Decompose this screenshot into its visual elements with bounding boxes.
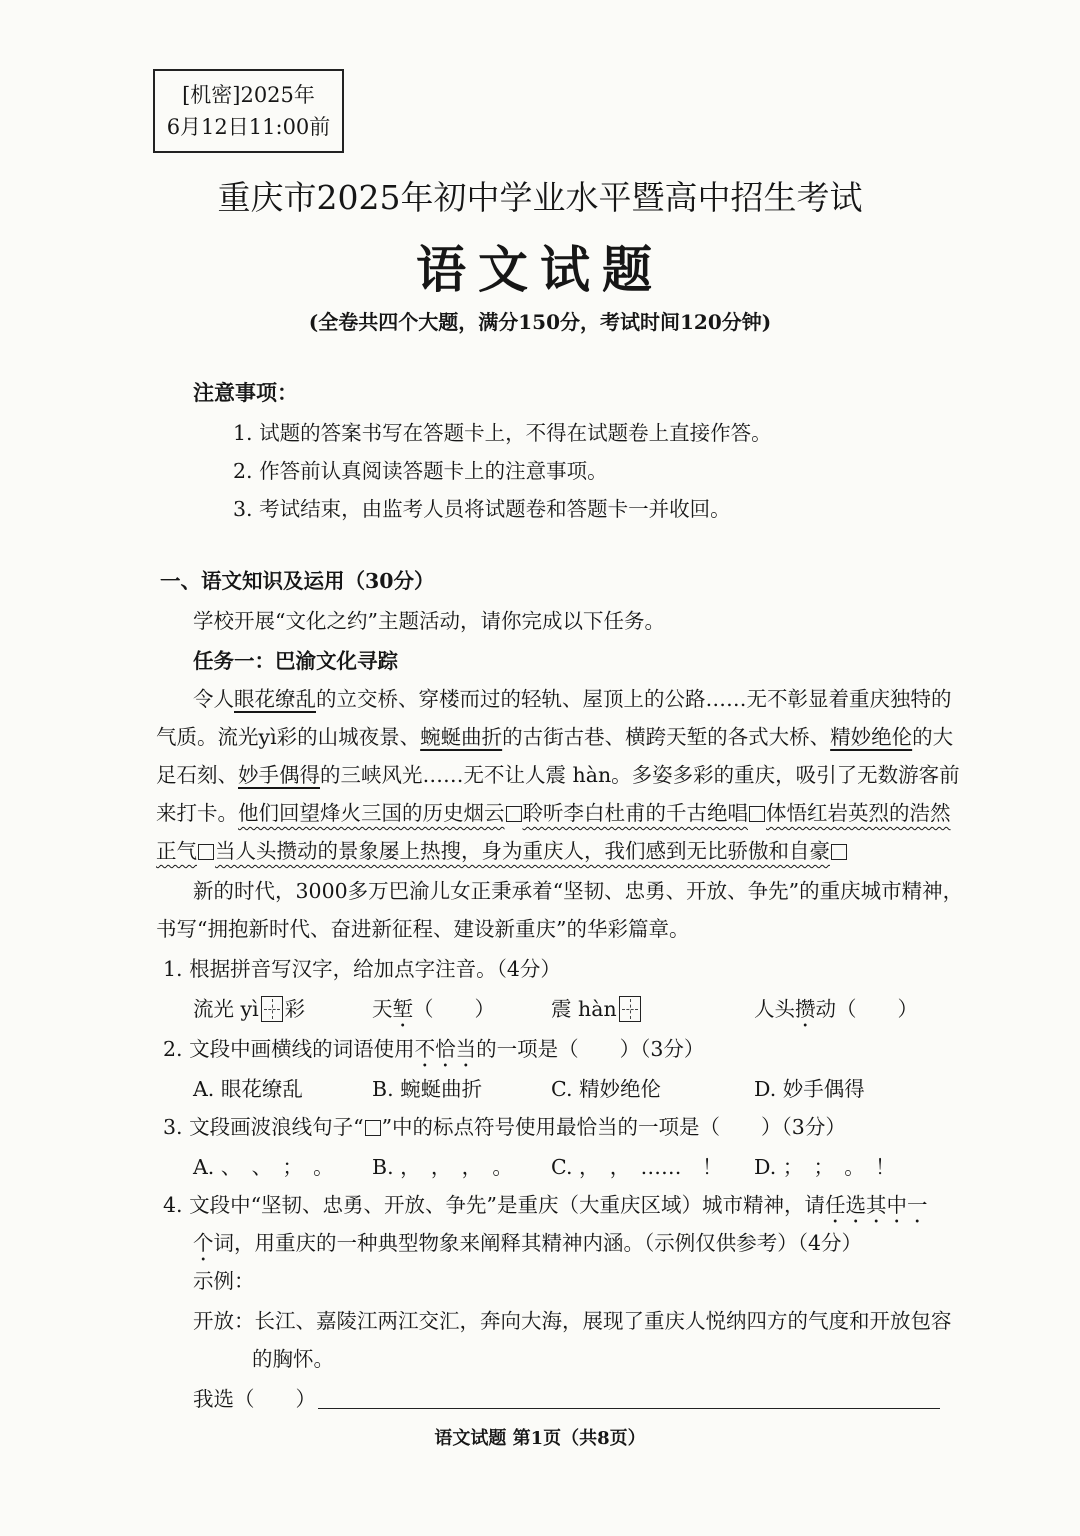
section-heading: 一、语文知识及运用（30分） — [160, 569, 435, 593]
question-3-stem: 3. 文段画波浪线句子“ ”中的标点符号使用最恰当的一项是（ ）（3分） — [163, 1115, 846, 1139]
confidential-line-1: [机密]2025年 — [182, 83, 315, 107]
question-2-option-c[interactable]: C. 精妙绝伦 — [551, 1077, 661, 1101]
notice-item-1: 1. 试题的答案书写在答题卡上，不得在试题卷上直接作答。 — [233, 421, 772, 445]
blank-square — [198, 844, 214, 860]
notice-item-2: 2. 作答前认真阅读答题卡上的注意事项。 — [233, 459, 608, 483]
question-3-option-c[interactable]: C. ， ， …… ！ — [551, 1155, 723, 1179]
underlined-term-d: 妙手偶得 — [238, 763, 320, 787]
section-intro: 学校开展“文化之约”主题活动，请你完成以下任务。 — [193, 609, 665, 633]
confidential-stamp-box — [153, 69, 344, 153]
passage-line-4: 来打卡。他们回望烽火三国的历史烟云 聆听李白杜甫的千古绝唱 体悟红岩英烈的浩然 — [156, 801, 951, 825]
passage-line-3: 足石刻、妙手偶得的三峡风光……无不让人震 hàn。多姿多彩的重庆，吸引了无数游客前 — [156, 763, 960, 787]
question-4-example-line-2: 的胸怀。 — [252, 1347, 334, 1371]
blank-square — [831, 844, 847, 860]
question-1-item-b: 天堑（ ） — [372, 997, 495, 1021]
question-3-option-d[interactable]: D. ； ； 。 ！ — [754, 1155, 896, 1179]
passage-line-2: 气质。流光yì彩的山城夜景、蜿蜒曲折的古街古巷、横跨天堑的各式大桥、精妙绝伦的大 — [156, 725, 954, 749]
writing-grid-box[interactable] — [261, 996, 283, 1022]
blank-square — [506, 806, 522, 822]
question-1-item-a: 流光 yì 彩 — [193, 997, 306, 1021]
question-2-stem: 2. 文段中画横线的词语使用不恰当的一项是（ ）（3分） — [163, 1037, 705, 1061]
question-1-item-c: 震 hàn — [551, 994, 643, 1024]
underlined-term-c: 精妙绝伦 — [830, 725, 913, 749]
notice-item-3: 3. 考试结束，由监考人员将试题卷和答题卡一并收回。 — [233, 497, 731, 521]
question-2-option-b[interactable]: B. 蜿蜒曲折 — [372, 1077, 483, 1101]
task-title: 任务一：巴渝文化寻踪 — [193, 649, 398, 673]
wavy-sentence-part-1: 他们回望烽火三国的历史烟云 聆听李白杜甫的千古绝唱 体悟红岩英烈的浩然 — [238, 801, 951, 825]
underlined-term-b: 蜿蜒曲折 — [420, 725, 503, 749]
passage2-line-1: 新的时代，3000多万巴渝儿女正秉承着“坚韧、忠勇、开放、争先”的重庆城市精神， — [193, 879, 964, 903]
exam-title: 重庆市2025年初中学业水平暨高中招生考试 — [217, 178, 863, 217]
confidential-line-2: 6月12日11:00前 — [166, 115, 331, 139]
writing-grid-box[interactable] — [619, 996, 641, 1022]
wavy-sentence-part-2: 正气 当人头攒动的景象屡上热搜，身为重庆人，我们感到无比骄傲和自豪 — [156, 839, 848, 863]
exam-info: (全卷共四个大题，满分150分，考试时间120分钟) — [308, 310, 772, 334]
question-2-option-d[interactable]: D. 妙手偶得 — [754, 1077, 865, 1101]
question-4-example-label: 示例： — [193, 1269, 255, 1293]
question-4-choose-label: 我选（ ） — [193, 1387, 316, 1411]
subject-title: 语文试题 — [416, 240, 664, 299]
question-4-stem-line-1: 4. 文段中“坚韧、忠勇、开放、争先”是重庆（大重庆区域）城市精神，请任选其中一 — [163, 1193, 928, 1217]
question-1-item-d: 人头攒动（ ） — [754, 997, 918, 1021]
question-3-option-a[interactable]: A. 、 、 ； 。 — [193, 1155, 334, 1179]
passage2-line-2: 书写“拥抱新时代、奋进新征程、建设新重庆”的华彩篇章。 — [156, 917, 690, 941]
question-2-option-a[interactable]: A. 眼花缭乱 — [193, 1077, 303, 1101]
question-1-stem: 1. 根据拼音写汉字，给加点字注音。（4分） — [163, 957, 561, 981]
notice-title: 注意事项： — [193, 380, 298, 405]
passage-line-5 — [156, 836, 848, 866]
underlined-term-a: 眼花缭乱 — [234, 687, 316, 711]
question-4-stem-line-2: 个词，用重庆的一种典型物象来阐释其精神内涵。（示例仅供参考）（4分） — [193, 1231, 863, 1255]
blank-square — [365, 1120, 381, 1136]
blank-square — [749, 806, 765, 822]
answer-line[interactable] — [318, 1408, 940, 1409]
page-footer: 语文试题 第1页（共8页） — [434, 1428, 646, 1449]
question-4-example-line-1: 开放：长江、嘉陵江两江交汇，奔向大海，展现了重庆人悦纳四方的气度和开放包容 — [193, 1309, 952, 1333]
passage-line-1: 令人眼花缭乱的立交桥、穿楼而过的轻轨、屋顶上的公路……无不彰显着重庆独特的 — [193, 687, 952, 711]
question-3-option-b[interactable]: B. ， ， ， 。 — [372, 1155, 513, 1179]
